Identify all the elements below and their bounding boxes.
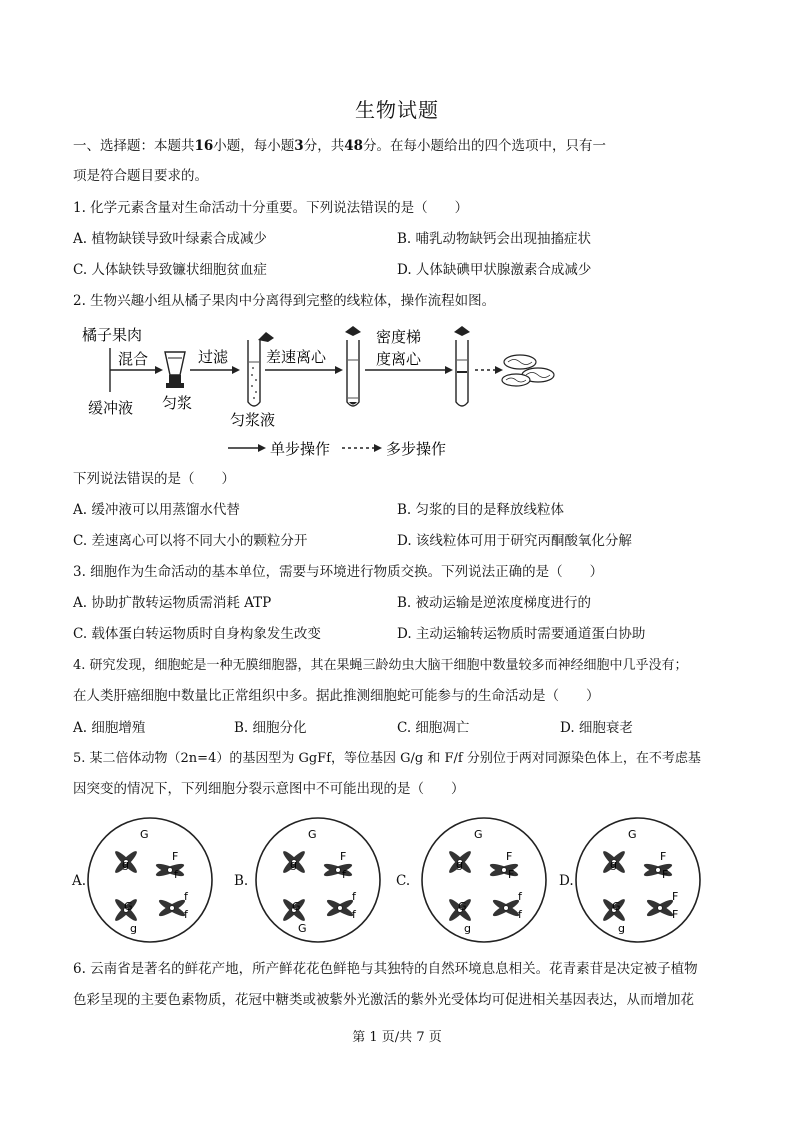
centromere (504, 906, 509, 911)
q2-option-d: D. 该线粒体可用于研究丙酮酸氧化分解 (397, 533, 632, 549)
question-1-stem: 1. 化学元素含量对生命活动十分重要。下列说法错误的是（ ） (73, 200, 469, 216)
diagram-label-diff-centrifuge: 差速离心 (266, 348, 327, 366)
cell-diagram-d (568, 810, 708, 950)
centromere (170, 906, 175, 911)
gene-label: g (122, 858, 129, 871)
gene-label: F (340, 850, 347, 863)
gene-label: G (140, 828, 149, 841)
question-6-stem-cont: 色彩呈现的主要色素物质，花冠中糖类或被紫外光激活的紫外光受体均可促进相关基因表达，从而增加花 (73, 992, 694, 1008)
gene-label: f (174, 868, 178, 881)
q4-option-d: D. 细胞衰老 (560, 720, 633, 736)
q2-option-a: A. 缓冲液可以用蒸馏水代替 (73, 502, 240, 518)
cell-membrane (256, 818, 380, 942)
gene-label: F (660, 850, 667, 863)
gene-label: g (130, 922, 137, 935)
section-text: 一、选择题：本题共 (73, 138, 195, 154)
gene-label: G (628, 828, 637, 841)
option-label-c: C. (396, 873, 411, 889)
q4-option-c: C. 细胞凋亡 (397, 720, 470, 736)
cell-membrane (422, 818, 546, 942)
gene-label: f (352, 908, 356, 921)
centromere (336, 868, 341, 873)
section-text: 分。在每小题给出的四个选项中，只有一 (363, 138, 606, 154)
q3-option-a: A. 协助扩散转运物质需消耗 ATP (73, 595, 272, 611)
q1-option-c: C. 人体缺铁导致镰状细胞贫血症 (73, 262, 267, 278)
centromere (658, 906, 663, 911)
diagram-label-homogenate-liquid: 匀浆液 (230, 411, 276, 429)
centromere (656, 868, 661, 873)
legend-single-step: 单步操作 (270, 440, 331, 458)
section-instructions-cont: 项是符合题目要求的。 (73, 168, 208, 184)
question-2-sub: 下列说法错误的是（ ） (73, 471, 235, 487)
question-3-stem: 3. 细胞作为生命活动的基本单位，需要与环境进行物质交换。下列说法正确的是（ ） (73, 564, 604, 580)
diagram-label-buffer: 缓冲液 (88, 399, 134, 417)
question-6-stem: 6. 云南省是著名的鲜花产地，所产鲜花花色鲜艳与其独特的自然环境息息相关。花青素苷是决定被子植物 (73, 961, 698, 977)
q4-option-b: B. 细胞分化 (234, 720, 307, 736)
gene-label: F (672, 908, 679, 921)
test-tube-icon (454, 326, 470, 406)
question-5-stem: 5. 某二倍体动物（2n=4）的基因型为 GgFf，等位基因 G/g 和 F/f 分别位于两对同源染色体上，在不考虑基 (73, 751, 701, 766)
section-instructions (73, 140, 606, 154)
mitochondria-icon (502, 355, 554, 386)
gene-label: f (352, 890, 356, 903)
gene-label: F (172, 850, 179, 863)
gene-label: G (308, 828, 317, 841)
q2-option-c: C. 差速离心可以将不同大小的颗粒分开 (73, 533, 308, 549)
question-points: 3 (294, 138, 304, 154)
centromere (502, 868, 507, 873)
legend-multi-step: 多步操作 (386, 440, 447, 458)
gene-label: F (506, 850, 513, 863)
question-4-stem-cont: 在人类肝癌细胞中数量比正常组织中多。据此推测细胞蛇可能参与的生命活动是（ ） (73, 688, 600, 704)
q1-option-d: D. 人体缺碘甲状腺激素合成减少 (397, 262, 592, 278)
gene-label: G (458, 900, 467, 913)
gene-label: f (518, 890, 522, 903)
diagram-label-filter: 过滤 (198, 348, 229, 366)
mitochondria-flow-diagram (80, 320, 580, 465)
cell-membrane (576, 818, 700, 942)
diagram-label-density-2: 度离心 (376, 350, 422, 368)
q1-option-b: B. 哺乳动物缺钙会出现抽搐症状 (397, 231, 592, 247)
gene-label: g (456, 858, 463, 871)
q3-option-c: C. 载体蛋白转运物质时自身构象发生改变 (73, 626, 321, 642)
blender-icon (165, 352, 185, 388)
gene-label: G (612, 900, 621, 913)
question-count: 16 (194, 138, 214, 154)
gene-label: F (672, 890, 679, 903)
test-tube-icon (345, 326, 361, 406)
page-footer: 第 1 页/共 7 页 (352, 1030, 442, 1045)
total-points: 48 (344, 138, 363, 154)
gene-label: g (610, 858, 617, 871)
page-title: 生物试题 (355, 98, 439, 122)
q3-option-d: D. 主动运输转运物质时需要通道蛋白协助 (397, 626, 646, 642)
gene-label: f (342, 868, 346, 881)
cell-membrane (88, 818, 212, 942)
q4-option-a: A. 细胞增殖 (73, 720, 146, 736)
question-4-stem: 4. 研究发现，细胞蛇是一种无膜细胞器，其在果蝇三龄幼虫大脑干细胞中数量较多而神经细胞中几乎没有； (73, 658, 688, 673)
diagram-label-mix: 混合 (118, 350, 149, 368)
cell-diagram-c (414, 810, 554, 950)
diagram-label-fruit: 橘子果肉 (82, 326, 143, 344)
q1-option-a: A. 植物缺镁导致叶绿素合成减少 (73, 231, 267, 247)
option-label-a: A. (72, 873, 87, 889)
cell-diagram-b (248, 810, 388, 950)
question-2-stem: 2. 生物兴趣小组从橘子果肉中分离得到完整的线粒体，操作流程如图。 (73, 293, 496, 309)
test-tube-icon (248, 340, 260, 406)
section-text: 小题，每小题 (213, 138, 295, 154)
section-text: 分，共 (303, 138, 345, 154)
gene-label: g (618, 922, 625, 935)
gene-label: F (508, 868, 515, 881)
question-5-stem-cont: 因突变的情况下，下列细胞分裂示意图中不可能出现的是（ ） (73, 781, 465, 797)
gene-label: G (292, 900, 301, 913)
gene-label: f (184, 908, 188, 921)
gene-label: F (662, 868, 669, 881)
diagram-label-homogenate: 匀浆 (162, 394, 193, 412)
centromere (168, 868, 173, 873)
q2-option-b: B. 匀浆的目的是释放线粒体 (397, 502, 565, 518)
option-label-b: B. (234, 873, 249, 889)
gene-label: f (184, 890, 188, 903)
gene-label: G (298, 922, 307, 935)
gene-label: G (474, 828, 483, 841)
gene-label: g (464, 922, 471, 935)
q3-option-b: B. 被动运输是逆浓度梯度进行的 (397, 595, 592, 611)
gene-label: f (518, 908, 522, 921)
diagram-label-density-1: 密度梯 (376, 328, 422, 346)
gene-label: G (124, 900, 133, 913)
option-label-d: D. (559, 873, 574, 889)
gene-label: g (290, 858, 297, 871)
centromere (338, 906, 343, 911)
cell-diagram-a (80, 810, 220, 950)
